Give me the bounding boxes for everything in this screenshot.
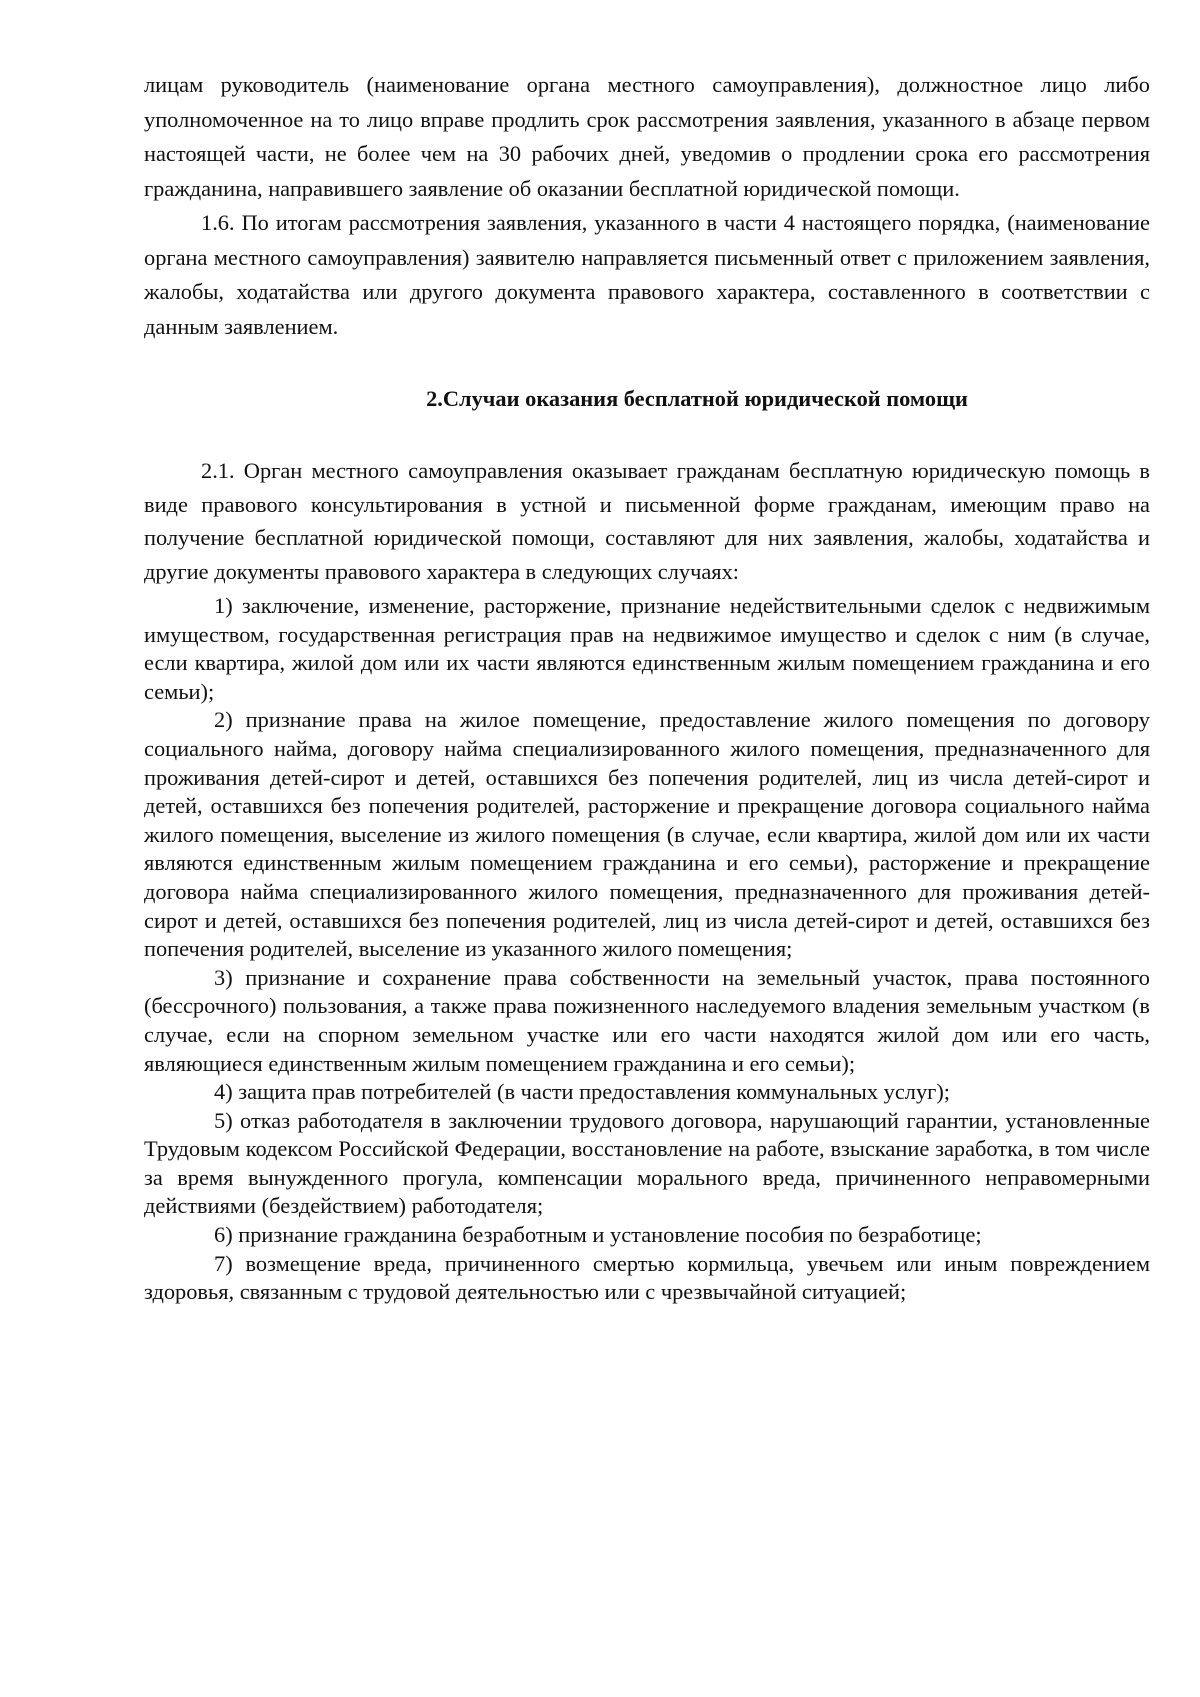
list-item-1: 1) заключение, изменение, расторжение, признание недействительными сделок с недвижимым имуществом, государственная регистрация прав на недвижимое имущество и сделок с ним (в случае, если квартира, жилой дом или их части являются единственным жилым помещением гражданина и его семьи);	[144, 593, 1150, 704]
section-1-tail	[144, 68, 1150, 344]
list-item-7: 7) возмещение вреда, причиненного смертью кормильца, увечьем или иным повреждением здоровья, связанным с трудовой деятельностью или с чрезвычайной ситуацией;	[144, 1250, 1150, 1305]
list-item-6: 6) признание гражданина безработным и установление пособия по безработице;	[214, 1222, 982, 1248]
section-2-heading: 2.Случаи оказания бесплатной юридической помощи	[426, 386, 968, 411]
paragraph-1-6: 1.6. По итогам рассмотрения заявления, указанного в части 4 настоящего порядка, (наименование органа местного самоуправления) заявителю направляется письменный ответ с приложением заявления, жалобы, ходатайства или другого документа правового характера, составленного в соответствии с данным заявлением.	[144, 210, 1150, 339]
document-page	[144, 68, 1150, 1307]
list-item-3: 3) признание и сохранение права собственности на земельный участок, права постоянного (бессрочного) пользования, а также права пожизненного наследуемого владения земельным участком (в случае, если на спорном земельном участке или его части находятся жилой дом или его часть, являющиеся единственным жилым помещением гражданина и его семьи);	[144, 964, 1150, 1076]
list-item-4: 4) защита прав потребителей (в части предоставления коммунальных услуг);	[214, 1079, 951, 1105]
list-item-2: 2) признание права на жилое помещение, предоставление жилого помещения по договору социального найма, договору найма специализированного жилого помещения, предназначенного для проживания детей-сирот и детей, оставшихся без попечения родителей, лиц из числа детей-сирот и детей, оставшихся без попечения родителей, расторжение и прекращение договора социального найма жилого помещения, выселение из жилого помещения (в случае, если квартира, жилой дом или их части являются единственным жилым помещением гражданина и его семьи), расторжение и прекращение договора найма специализированного жилого помещения, предназначенного для проживания детей-сирот и детей, оставшихся без попечения родителей, лиц из числа детей-сирот и детей, оставшихся без попечения родителей, выселение из указанного жилого помещения;	[144, 707, 1150, 962]
paragraph-2-1: 2.1. Орган местного самоуправления оказывает гражданам бесплатную юридическую помощь в виде правового консультирования в устной и письменной форме гражданам, имеющим право на получение бесплатной юридической помощи, составляют для них заявления, жалобы, ходатайства и другие документы правового характера в следующих случаях:	[144, 458, 1150, 584]
paragraph-continuation: лицам руководитель (наименование органа местного самоуправления), должностное лицо либо уполномоченное на то лицо вправе продлить срок рассмотрения заявления, указанного в абзаце первом настоящей части, не более чем на 30 рабочих дней, уведомив о продлении срока его рассмотрения гражданина, направившего заявление об оказании бесплатной юридической помощи.	[144, 72, 1150, 201]
section-2-intro	[144, 454, 1150, 588]
list-item-5: 5) отказ работодателя в заключении трудового договора, нарушающий гарантии, установленные Трудовым кодексом Российской Федерации, восстановление на работе, взыскание заработка, в том числе за время вынужденного прогула, компенсации морального вреда, причиненного неправомерными действиями (бездействием) работодателя;	[144, 1107, 1150, 1219]
cases-list	[144, 592, 1150, 1307]
